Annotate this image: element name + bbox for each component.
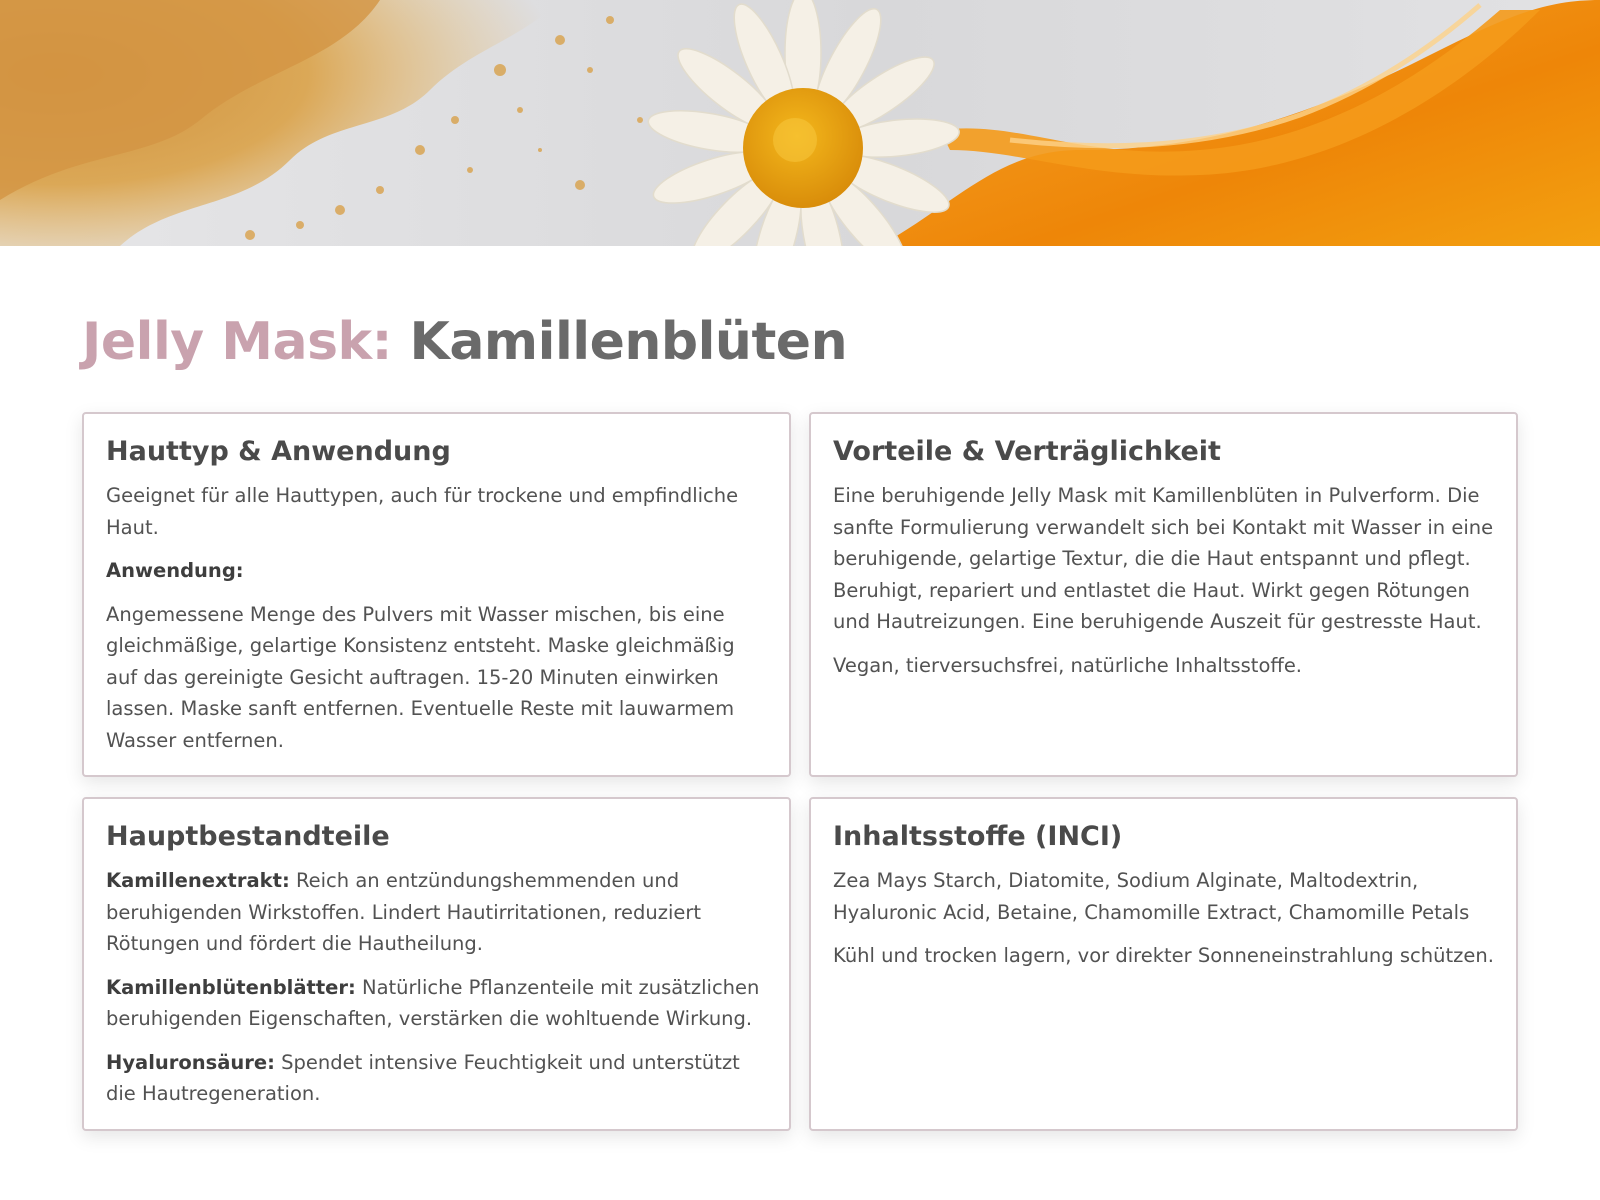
chamomile-honey-banner	[0, 0, 1600, 246]
title-prefix: Jelly Mask:	[82, 312, 392, 372]
claims-text: Vegan, tierversuchsfrei, natürliche Inhaltsstoffe.	[833, 653, 1303, 677]
card-heading: Vorteile & Verträglichkeit	[833, 436, 1221, 467]
inci-list: Zea Mays Starch, Diatomite, Sodium Alginate, Maltodextrin, Hyaluronic Acid, Betaine, Chamomille Extract, Chamomille Petals	[833, 869, 1470, 924]
usage-label: Anwendung:	[106, 559, 244, 583]
ingredient-item	[106, 1047, 767, 1110]
header-banner-image	[0, 0, 1600, 246]
storage-text: Kühl und trocken lagern, vor direkter Sonneneinstrahlung schützen.	[833, 944, 1494, 968]
ingredient-item	[106, 865, 767, 960]
benefits-text: Eine beruhigende Jelly Mask mit Kamillenblüten in Pulverform. Die sanfte Formulierung verwandelt sich bei Kontakt mit Wasser in eine beruhigende, gelartige Textur, die die Haut entspannt und pflegt. Beruhigt, repariert und entlastet die Haut. Wirkt gegen Rötungen und Hautreizungen. Eine beruhigende Auszeit für gestresste Haut.	[833, 484, 1494, 634]
card-heading: Hauptbestandteile	[106, 821, 390, 852]
card-benefits	[809, 412, 1518, 777]
card-skin-type-usage	[82, 412, 791, 777]
ingredient-text: Reich an entzündungshemmenden und beruhigenden Wirkstoffen. Lindert Hautirritationen, reduziert Rötungen und fördert die Hautheilung.	[106, 869, 702, 956]
ingredient-item	[106, 972, 767, 1035]
card-main-ingredients	[82, 797, 791, 1131]
page-title	[82, 312, 848, 372]
ingredient-text: Natürliche Pflanzenteile mit zusätzlichen beruhigenden Eigenschaften, verstärken die wohltuende Wirkung.	[106, 975, 760, 1031]
card-heading: Hauttyp & Anwendung	[106, 436, 451, 467]
ingredient-name: Hyaluronsäure:	[106, 1050, 275, 1074]
skin-type-text: Geeignet für alle Hauttypen, auch für trockene und empfindliche Haut.	[106, 484, 739, 539]
usage-text: Angemessene Menge des Pulvers mit Wasser mischen, bis eine gleichmäßige, gelartige Konsistenz entsteht. Maske gleichmäßig auf das gereinigte Gesicht auftragen. 15-20 Minuten einwirken lassen. Maske sanft entfernen. Eventuelle Reste mit lauwarmem Wasser entfernen.	[106, 602, 735, 752]
title-product-name: Kamillenblüten	[409, 312, 848, 372]
ingredient-name: Kamillenextrakt:	[106, 869, 290, 893]
card-inci	[809, 797, 1518, 1131]
card-heading: Inhaltsstoffe (INCI)	[833, 821, 1123, 852]
ingredient-name: Kamillenblütenblätter:	[106, 975, 356, 999]
ingredient-text: Spendet intensive Feuchtigkeit und unterstützt die Hautregeneration.	[106, 1050, 740, 1106]
